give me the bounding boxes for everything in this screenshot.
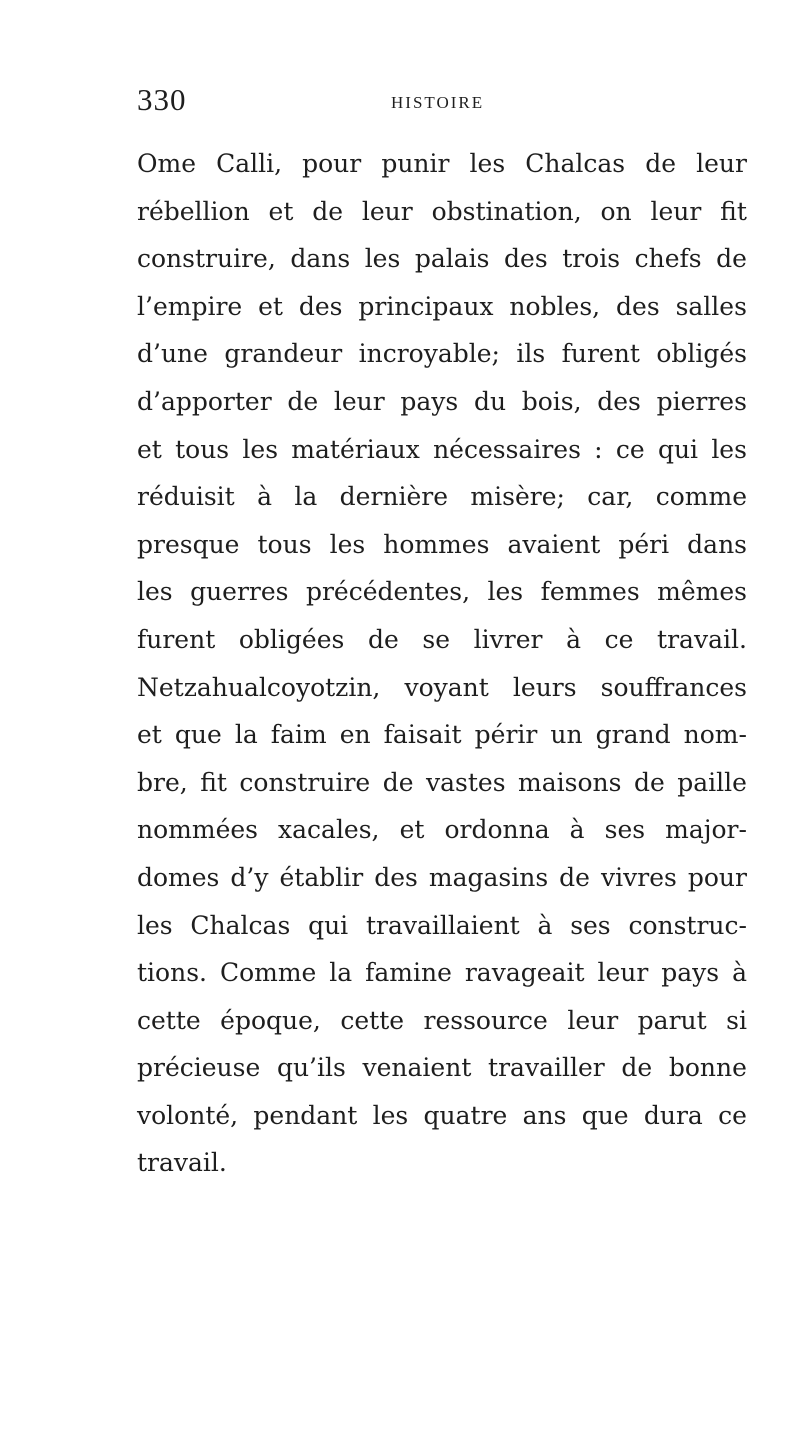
word: ordonna: [444, 815, 550, 845]
text-line: [137, 235, 747, 283]
word: les: [329, 529, 366, 559]
word: trois: [562, 244, 621, 274]
text-line: [137, 902, 747, 950]
word: et: [137, 434, 162, 464]
word: en: [339, 720, 371, 750]
word: faisait: [383, 720, 462, 750]
word: matériaux: [291, 434, 420, 464]
word: travail.: [657, 624, 747, 654]
word: pays: [661, 958, 720, 988]
word: leur: [597, 958, 649, 988]
word: car,: [587, 482, 634, 512]
word: incroyable;: [358, 339, 500, 369]
word: ce: [604, 624, 634, 654]
text-line: [137, 140, 747, 188]
word: construire: [239, 767, 371, 797]
text-line: [137, 664, 747, 712]
word: d’une: [137, 339, 208, 369]
word: leur: [696, 149, 747, 178]
word: précieuse: [137, 1053, 261, 1083]
text-line: [137, 378, 747, 426]
word: on: [600, 196, 632, 226]
word: de: [287, 386, 319, 416]
word: la: [329, 958, 353, 988]
word: travailler: [488, 1053, 605, 1083]
word: tions.: [137, 958, 207, 988]
text-line: [137, 1044, 747, 1092]
word: et: [137, 720, 162, 750]
word: de: [312, 196, 344, 226]
page-number: 330: [137, 82, 187, 117]
word: du: [473, 386, 507, 416]
word: et: [258, 291, 283, 321]
word: qui: [657, 434, 699, 464]
word: Comme: [219, 958, 317, 988]
word: major-: [665, 815, 747, 845]
word: époque,: [220, 1005, 321, 1035]
running-head: HISTOIRE: [391, 93, 485, 112]
word: nobles,: [509, 291, 601, 321]
word: obstination,: [431, 196, 582, 226]
word: maisons: [518, 767, 622, 797]
word: guerres: [190, 577, 289, 607]
word: cette: [340, 1005, 405, 1035]
text-line: [137, 759, 747, 807]
word: la: [294, 482, 318, 512]
word: fit: [200, 767, 227, 797]
word: pierres: [656, 386, 747, 416]
word: un: [550, 720, 583, 750]
word: domes: [137, 862, 220, 892]
word: furent: [561, 339, 640, 369]
word: dura: [643, 1100, 703, 1130]
word: leur: [333, 386, 385, 416]
word: nécessaires: [433, 434, 581, 464]
word: les: [137, 910, 173, 940]
word: tous: [175, 434, 230, 464]
word: péri: [618, 529, 670, 559]
word: l’empire: [137, 291, 243, 321]
text-line: [137, 283, 747, 331]
text-line: [137, 1139, 747, 1187]
word: volonté,: [137, 1100, 239, 1130]
word: ses: [570, 910, 611, 940]
word: construire,: [137, 244, 276, 274]
word: se: [422, 624, 451, 654]
word: travaillaient: [365, 910, 520, 940]
word: Netzahualcoyotzin,: [137, 672, 381, 702]
word: nom-: [683, 720, 747, 750]
word: et: [268, 196, 294, 226]
word: les: [487, 577, 524, 607]
word: leur: [361, 196, 413, 226]
word: à: [566, 624, 581, 654]
word: fit: [720, 196, 747, 226]
text-line: [137, 1092, 747, 1140]
word: d’y: [230, 862, 269, 892]
word: des: [597, 386, 641, 416]
word: établir: [279, 862, 364, 892]
word: tous: [257, 529, 312, 559]
word: femmes: [540, 577, 640, 607]
word: construc-: [628, 910, 747, 940]
word: des: [374, 862, 418, 892]
word: ce: [615, 434, 645, 464]
word: dans: [290, 244, 351, 274]
word: les: [372, 1100, 409, 1130]
word: vivres: [601, 862, 677, 892]
word: parut: [637, 1005, 707, 1035]
word: ressource: [423, 1005, 548, 1035]
word: travail.: [137, 1148, 227, 1178]
word: cette: [137, 1005, 201, 1035]
word: voyant: [404, 672, 489, 702]
word: paille: [677, 767, 747, 797]
word: misère;: [470, 482, 565, 512]
word: mêmes: [657, 577, 747, 607]
text-line: [137, 426, 747, 474]
word: Calli,: [216, 149, 283, 178]
word: à: [257, 482, 272, 512]
word: obligées: [238, 624, 345, 654]
word: qu’ils: [276, 1053, 346, 1083]
word: punir: [381, 149, 450, 178]
word: Chalcas: [525, 149, 626, 178]
word: Chalcas: [190, 910, 291, 940]
word: si: [726, 1005, 747, 1035]
word: à: [537, 910, 553, 940]
word: vastes: [426, 767, 506, 797]
word: ce: [718, 1100, 747, 1130]
word: quatre: [423, 1100, 508, 1130]
word: hommes: [383, 529, 490, 559]
body-text: [137, 140, 747, 1187]
word: palais: [414, 244, 490, 274]
word: de: [559, 862, 590, 892]
word: pour: [302, 149, 362, 178]
word: des: [298, 291, 343, 321]
word: faim: [270, 720, 327, 750]
word: souffrances: [600, 672, 747, 702]
text-line: [137, 997, 747, 1045]
word: ans: [522, 1100, 567, 1130]
word: de: [621, 1053, 653, 1083]
word: magasins: [428, 862, 549, 892]
word: de: [633, 767, 665, 797]
word: pays: [400, 386, 459, 416]
word: furent: [137, 624, 216, 654]
word: ils: [516, 339, 546, 369]
word: principaux: [358, 291, 494, 321]
word: :: [594, 434, 603, 464]
word: réduisit: [137, 482, 235, 512]
word: pendant: [253, 1100, 358, 1130]
word: de: [716, 244, 747, 274]
word: précédentes,: [305, 577, 471, 607]
text-line: [137, 711, 747, 759]
word: bre,: [137, 767, 188, 797]
word: bois,: [521, 386, 582, 416]
text-line: [137, 949, 747, 997]
word: comme: [655, 482, 747, 512]
word: de: [645, 149, 677, 178]
text-line: [137, 330, 747, 378]
word: dans: [687, 529, 747, 559]
word: à: [569, 815, 585, 845]
text-line: [137, 521, 747, 569]
word: de: [382, 767, 414, 797]
word: leurs: [512, 672, 577, 702]
word: leur: [567, 1005, 619, 1035]
word: qui: [308, 910, 349, 940]
word: à: [732, 958, 747, 988]
word: leur: [650, 196, 702, 226]
word: les: [364, 244, 401, 274]
word: Ome: [137, 149, 196, 178]
word: des: [616, 291, 660, 321]
word: salles: [675, 291, 747, 321]
word: les: [469, 149, 506, 178]
text-line: [137, 616, 747, 664]
word: venaient: [362, 1053, 472, 1083]
word: xacales,: [278, 815, 380, 845]
text-line: [137, 854, 747, 902]
word: d’apporter: [137, 386, 272, 416]
word: de: [367, 624, 399, 654]
word: les: [711, 434, 747, 464]
word: grandeur: [224, 339, 343, 369]
word: obligés: [656, 339, 747, 369]
word: pour: [687, 862, 747, 892]
word: chefs: [634, 244, 702, 274]
word: périr: [474, 720, 538, 750]
word: les: [137, 577, 173, 607]
word: que: [174, 720, 222, 750]
word: bonne: [668, 1053, 747, 1083]
word: dernière: [339, 482, 449, 512]
word: ravageait: [464, 958, 585, 988]
word: que: [581, 1100, 629, 1130]
word: et: [399, 815, 425, 845]
word: nommées: [137, 815, 258, 845]
word: ses: [604, 815, 646, 845]
word: avaient: [507, 529, 601, 559]
word: grand: [595, 720, 671, 750]
word: la: [234, 720, 258, 750]
word: rébellion: [137, 196, 250, 226]
word: livrer: [473, 624, 543, 654]
text-line: [137, 568, 747, 616]
text-line: [137, 473, 747, 521]
word: les: [242, 434, 279, 464]
text-line: [137, 188, 747, 236]
word: presque: [137, 529, 240, 559]
text-line: [137, 806, 747, 854]
word: famine: [365, 958, 452, 988]
word: des: [504, 244, 548, 274]
